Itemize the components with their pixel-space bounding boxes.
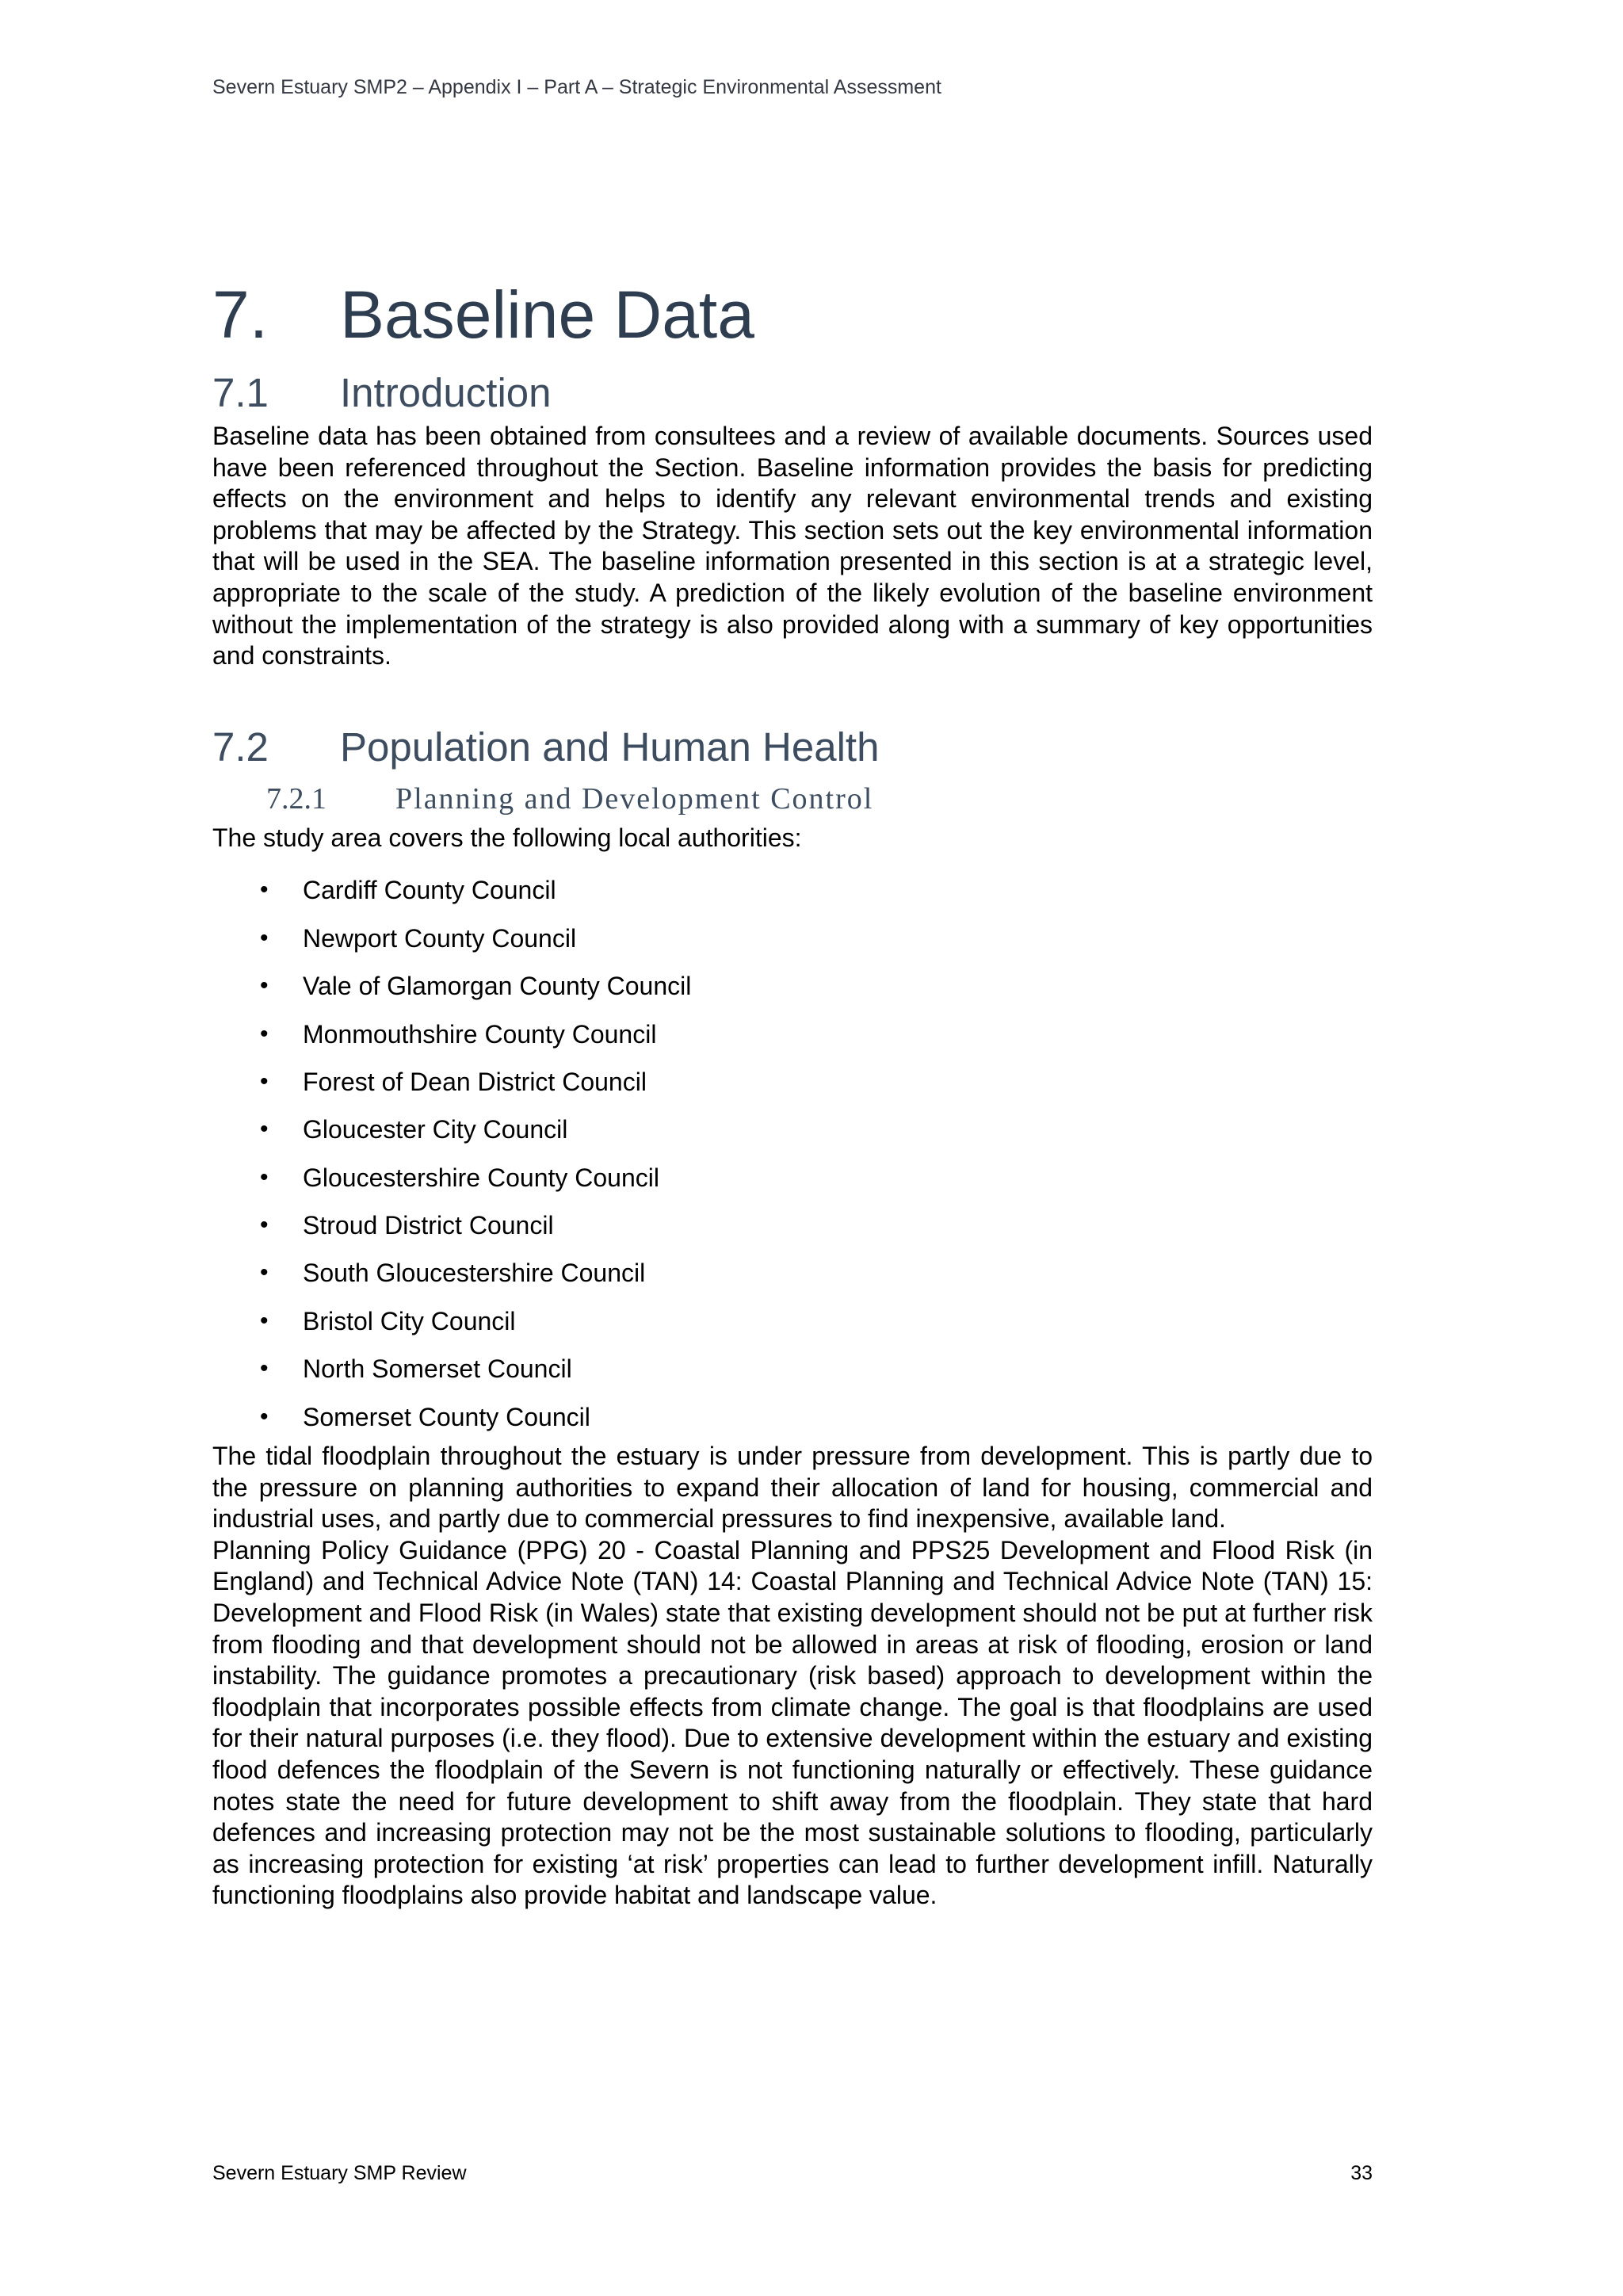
subsection-title: Planning and Development Control (395, 781, 874, 816)
page-content (212, 269, 1373, 1912)
list-item (212, 866, 1373, 914)
chapter-title: Baseline Data (340, 277, 754, 352)
subsection-number: 7.2.1 (266, 781, 327, 816)
list-item (212, 1201, 1373, 1249)
authority-name: Vale of Glamorgan County Council (303, 972, 692, 1001)
running-header: Severn Estuary SMP2 – Appendix I – Part A – Strategic Environmental Assessment (212, 76, 941, 98)
introduction-paragraph: Baseline data has been obtained from consultees and a review of available documents. Sources used have been referenced throughout the Section. Baseline information provides the basis for predicting effects on the environment and helps to identify any relevant environmental trends and existing problems that may be affected by the Strategy. This section sets out the key environmental information that will be used in the SEA. The baseline information presented in this section is at a strategic level, appropriate to the scale of the study. A prediction of the likely evolution of the baseline environment without the implementation of the strategy is also provided along with a summary of key opportunities and constraints. (212, 422, 1373, 670)
chapter-number: 7. (212, 277, 269, 352)
section-spacer (212, 672, 1373, 720)
authority-name: North Somerset Council (303, 1354, 572, 1384)
bullet-icon: • (260, 1259, 269, 1286)
planning-guidance-paragraph: Planning Policy Guidance (PPG) 20 - Coastal Planning and PPS25 Development and Flood Risk (in England) and Technical Advice Note (TAN) 14: Coastal Planning and Technical Advice Note (TAN) 15: Development and Flood Risk (in Wales) state that existing development should not be put at further risk from flooding and that development should not be allowed in areas at risk of flooding, erosion or land instability. The guidance promotes a precautionary (risk based) approach to development within the floodplain that incorporates possible effects from climate change. The goal is that floodplains are used for their natural purposes (i.e. they flood). Due to extensive development within the estuary and existing flood defences the floodplain of the Severn is not functioning naturally or effectively. These guidance notes state the need for future development to shift away from the floodplain. They state that hard defences and increasing protection may not be the most sustainable solutions to flooding, particularly as increasing protection for existing ‘at risk’ properties can lead to further development infill. Naturally functioning floodplains also provide habitat and landscape value. (212, 1535, 1373, 1910)
bullet-icon: • (260, 877, 269, 904)
section-number: 7.1 (212, 370, 269, 415)
authority-name: South Gloucestershire Council (303, 1259, 646, 1288)
authority-name: Forest of Dean District Council (303, 1067, 647, 1096)
bullet-icon: • (260, 1212, 269, 1239)
authority-name: Gloucestershire County Council (303, 1163, 659, 1192)
bullet-icon: • (260, 1355, 269, 1382)
authorities-lead-paragraph: The study area covers the following local authorities: (212, 823, 802, 852)
authority-name: Bristol City Council (303, 1306, 516, 1335)
bullet-icon: • (260, 1163, 269, 1190)
bullet-icon: • (260, 1307, 269, 1334)
bullet-icon: • (260, 1020, 269, 1047)
chapter-heading (212, 269, 1373, 361)
section-title: Introduction (340, 370, 552, 415)
list-item (212, 1393, 1373, 1441)
bullet-icon: • (260, 972, 269, 999)
list-item (212, 1345, 1373, 1392)
list-item (212, 1249, 1373, 1297)
section-heading-population (212, 720, 1373, 775)
section-title: Population and Human Health (340, 724, 880, 770)
bullet-icon: • (260, 924, 269, 951)
authority-name: Somerset County Council (303, 1402, 590, 1431)
subsection-heading-planning (212, 775, 1373, 823)
bullet-icon: • (260, 1403, 269, 1430)
bullet-icon: • (260, 1068, 269, 1095)
local-authorities-list (212, 866, 1373, 1441)
section-number: 7.2 (212, 724, 269, 770)
running-footer (212, 2162, 1373, 2185)
authority-name: Cardiff County Council (303, 876, 556, 905)
list-item (212, 962, 1373, 1010)
list-item (212, 1154, 1373, 1201)
authority-name: Newport County Council (303, 923, 577, 953)
page-number: 33 (1350, 2162, 1373, 2184)
authority-name: Stroud District Council (303, 1211, 554, 1240)
list-item (212, 1058, 1373, 1106)
footer-title: Severn Estuary SMP Review (212, 2162, 467, 2184)
authority-name: Monmouthshire County Council (303, 1019, 657, 1049)
list-item (212, 1297, 1373, 1345)
bullet-icon: • (260, 1116, 269, 1143)
list-item (212, 915, 1373, 962)
section-heading-introduction (212, 365, 1373, 421)
authority-name: Gloucester City Council (303, 1115, 568, 1144)
tidal-floodplain-paragraph: The tidal floodplain throughout the estuary is under pressure from development. This is partly due to the pressure on planning authorities to expand their allocation of land for housing, commercial and industrial uses, and partly due to commercial pressures to find inexpensive, available land. (212, 1442, 1373, 1534)
list-item (212, 1106, 1373, 1153)
list-item (212, 1010, 1373, 1058)
